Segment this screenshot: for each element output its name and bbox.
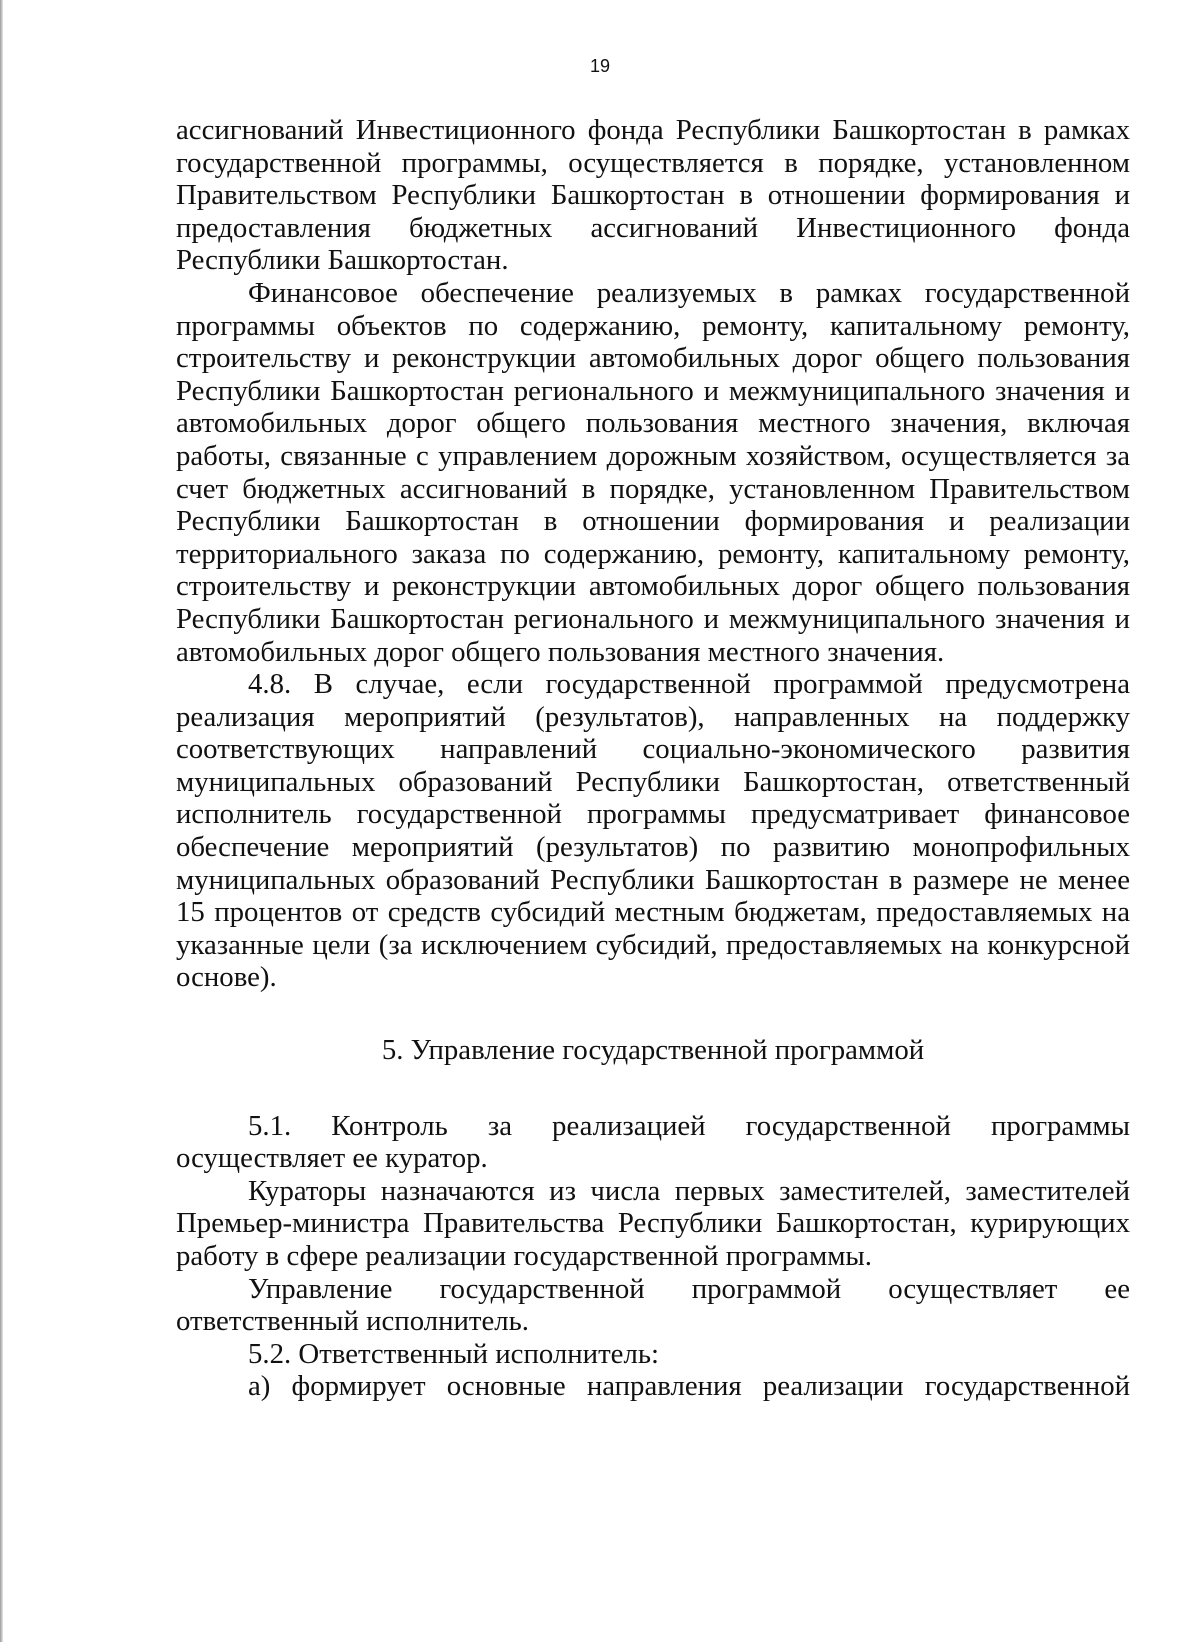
paragraph-investment-fund: ассигнований Инвестиционного фонда Республики Башкортостан в рамках государственной программы, осуществляется в порядке, установленном Правительством Республики Башкортостан в отношении формирования и предоставления бюджетных ассигнований Инвестиционного фонда Республики Башкортостан. (176, 114, 1130, 277)
page-number: 19 (589, 56, 611, 76)
paragraph-5-1: 5.1. Контроль за реализацией государственной программы осуществляет ее куратор. (176, 1109, 1130, 1175)
paragraph-item-a: а) формирует основные направления реализации государственной (248, 1370, 1130, 1403)
paragraph-curators: Кураторы назначаются из числа первых заместителей, заместителей Премьер-министра Правительства Республики Башкортостан, курирующих работу в сфере реализации государственной программы. (176, 1174, 1130, 1272)
scan-edge-shadow (0, 0, 3, 1642)
section-heading-5: 5. Управление государственной программой (381, 1034, 925, 1067)
paragraph-4-8: 4.8. В случае, если государственной программой предусмотрена реализация мероприятий (результатов), направленных на поддержку соответствующих направлений социально-экономического развития муниципальных образований Республики Башкортостан, ответственный исполнитель государственной программы предусматривает финансовое обеспечение мероприятий (результатов) по развитию монопрофильных муниципальных образований Республики Башкортостан в размере не менее 15 процентов от средств субсидий местным бюджетам, предоставляемых на указанные цели (за исключением субсидий, предоставляемых на конкурсной основе). (176, 668, 1130, 994)
document-body (176, 114, 1130, 1403)
paragraph-road-financing: Финансовое обеспечение реализуемых в рамках государственной программы объектов по содержанию, ремонту, капитальному ремонту, строительству и реконструкции автомобильных дорог общего пользования Республики Башкортостан регионального и межмуниципального значения и автомобильных дорог общего пользования местного значения, включая работы, связанные с управлением дорожным хозяйством, осуществляется за счет бюджетных ассигнований в порядке, установленном Правительством Республики Башкортостан в отношении формирования и реализации территориального заказа по содержанию, ремонту, капитальному ремонту, строительству и реконструкции автомобильных дорог общего пользования Республики Башкортостан регионального и межмуниципального значения и автомобильных дорог общего пользования местного значения. (176, 276, 1130, 668)
paragraph-management: Управление государственной программой осуществляет ее ответственный исполнитель. (176, 1272, 1130, 1338)
paragraph-5-2: 5.2. Ответственный исполнитель: (248, 1337, 659, 1370)
